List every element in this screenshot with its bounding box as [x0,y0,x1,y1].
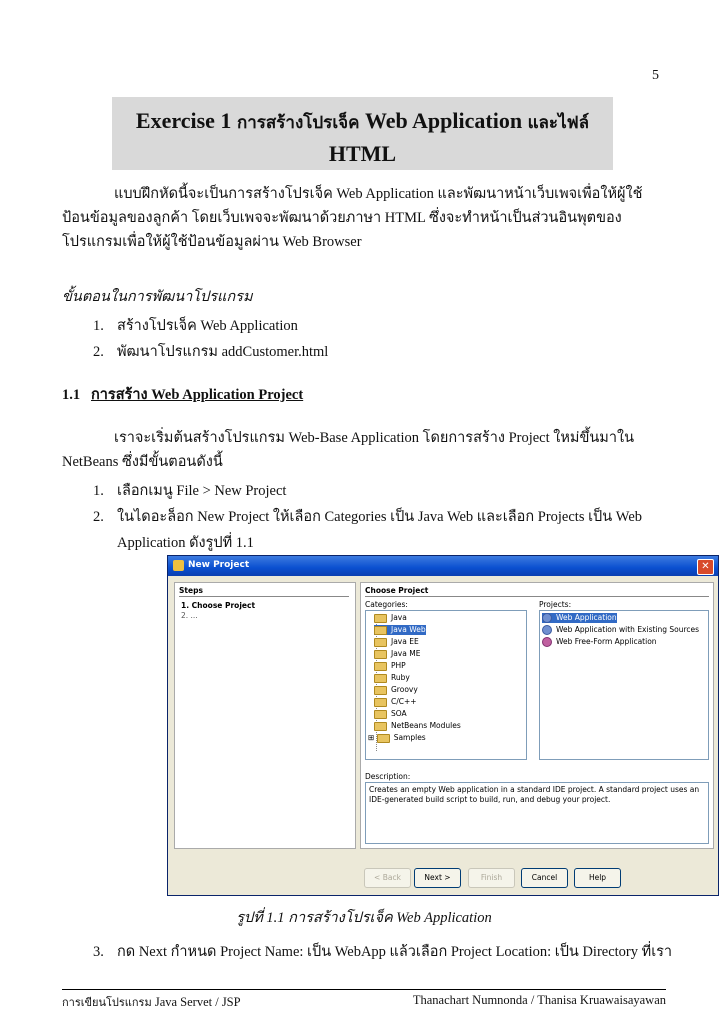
finish-button[interactable]: Finish [468,868,515,888]
folder-icon [374,650,387,659]
footer-divider [62,989,666,990]
folder-icon [374,710,387,719]
globe-icon [542,613,552,623]
globe-icon [542,625,552,635]
folder-icon [374,722,387,731]
choose-project-panel: Choose Project Categories: Projects: Java Java Web Java EE Java ME PHP Ruby Groovy C/C++ SOA NetBeans Modules ⊞ Samples Web Application Web Application with Existing Sources Web Free-Form Application Description: Creates an empty Web application in a standard IDE project. A standard project uses an IDE-generated build script to build, run, and debug your project. [360,582,714,849]
close-icon[interactable]: ✕ [697,559,714,575]
folder-icon [374,662,387,671]
folder-icon [374,614,387,623]
section-heading: 1.1 การสร้าง Web Application Project [62,387,304,403]
list-item[interactable]: NetBeans Modules [374,721,461,731]
list-item[interactable]: PHP [374,661,406,671]
projects-list[interactable] [539,610,709,760]
title-and-file: และไฟล์ [527,113,590,132]
page-number: 5 [652,68,659,83]
list-item[interactable]: SOA [374,709,407,719]
list-item: 2. ในไดอะล็อก New Project ให้เลือก Categories เป็น Java Web และเลือก Projects เป็น Web [93,509,643,525]
figure-caption: รูปที่ 1.1 การสร้างโปรเจ็ค Web Application [236,910,492,926]
title-thai: การสร้างโปรเจ็ค [236,113,360,132]
freeform-icon [542,637,552,647]
steps-panel: Steps 1. Choose Project 2. ... [174,582,356,849]
description-box: Creates an empty Web application in a standard IDE project. A standard project uses an IDE-generated build script to build, run, and debug your project. [365,782,709,844]
list-item: 1. สร้างโปรเจ็ค Web Application [93,318,298,334]
list-item: 3. กด Next กำหนด Project Name: เป็น WebApp แล้วเลือก Project Location: เป็น Directory ที่เรา [93,944,673,960]
dialog-titlebar: New Project ✕ [168,556,718,576]
folder-icon [374,626,387,635]
list-item[interactable]: Java Web [374,625,426,635]
intro-paragraph: แบบฝึกหัดนี้จะเป็นการสร้างโปรเจ็ค Web Application และพัฒนาหน้าเว็บเพจเพื่อให้ผู้ใช้ป้อนข้อมูลของลูกค้า โดยเว็บเพจจะพัฒนาด้วยภาษา HTML ซึ่งจะทำหน้าเป็นส่วนอินพุตของโปรแกรมเพื่อให้ผู้ใช้ป้อนข้อมูลผ่าน Web Browser [62,186,643,250]
folder-icon [377,734,390,743]
list-item: Application ดังรูปที่ 1.1 [117,535,254,551]
list-item[interactable]: C/C++ [374,697,417,707]
footer-left: การเขียนโปรแกรม Java Servet / JSP [62,995,241,1009]
list-item[interactable]: Web Free-Form Application [542,637,657,647]
folder-icon [374,674,387,683]
folder-icon [374,698,387,707]
list-item: 1. เลือกเมนู File > New Project [93,483,287,499]
list-item[interactable]: Java EE [374,637,419,647]
expand-icon: ⊞ [368,733,375,742]
list-item[interactable]: Web Application with Existing Sources [542,625,699,635]
next-button[interactable]: Next > [414,868,461,888]
netbeans-icon [173,560,184,571]
cancel-button[interactable]: Cancel [521,868,568,888]
list-item[interactable]: ⊞ Samples [368,733,426,742]
footer-right: Thanachart Numnonda / Thanisa Kruawaisayawan [412,993,666,1007]
list-item[interactable]: Ruby [374,673,410,683]
exercise-title-line2: HTML [328,141,397,166]
list-item[interactable]: Java ME [374,649,420,659]
new-project-dialog-screenshot [167,555,719,896]
folder-icon [374,686,387,695]
list-item[interactable]: Groovy [374,685,418,695]
list-item[interactable]: Web Application [542,613,617,623]
categories-list[interactable] [365,610,527,760]
list-item: 2. พัฒนาโปรแกรม addCustomer.html [93,344,329,360]
exercise-label: Exercise 1 [135,108,232,133]
exercise-title [112,107,613,137]
back-button[interactable]: < Back [364,868,411,888]
steps-heading: ขั้นตอนในการพัฒนาโปรแกรม [62,289,253,305]
help-button[interactable]: Help [574,868,621,888]
section-paragraph: เราจะเริ่มต้นสร้างโปรแกรม Web-Base Application โดยการสร้าง Project ใหม่ขึ้นมาใน NetBeans ซึ่งมีขั้นตอนดังนี้ [62,430,634,470]
title-webapp: Web Application [364,108,523,133]
list-item[interactable]: Java [374,613,407,623]
folder-icon [374,638,387,647]
